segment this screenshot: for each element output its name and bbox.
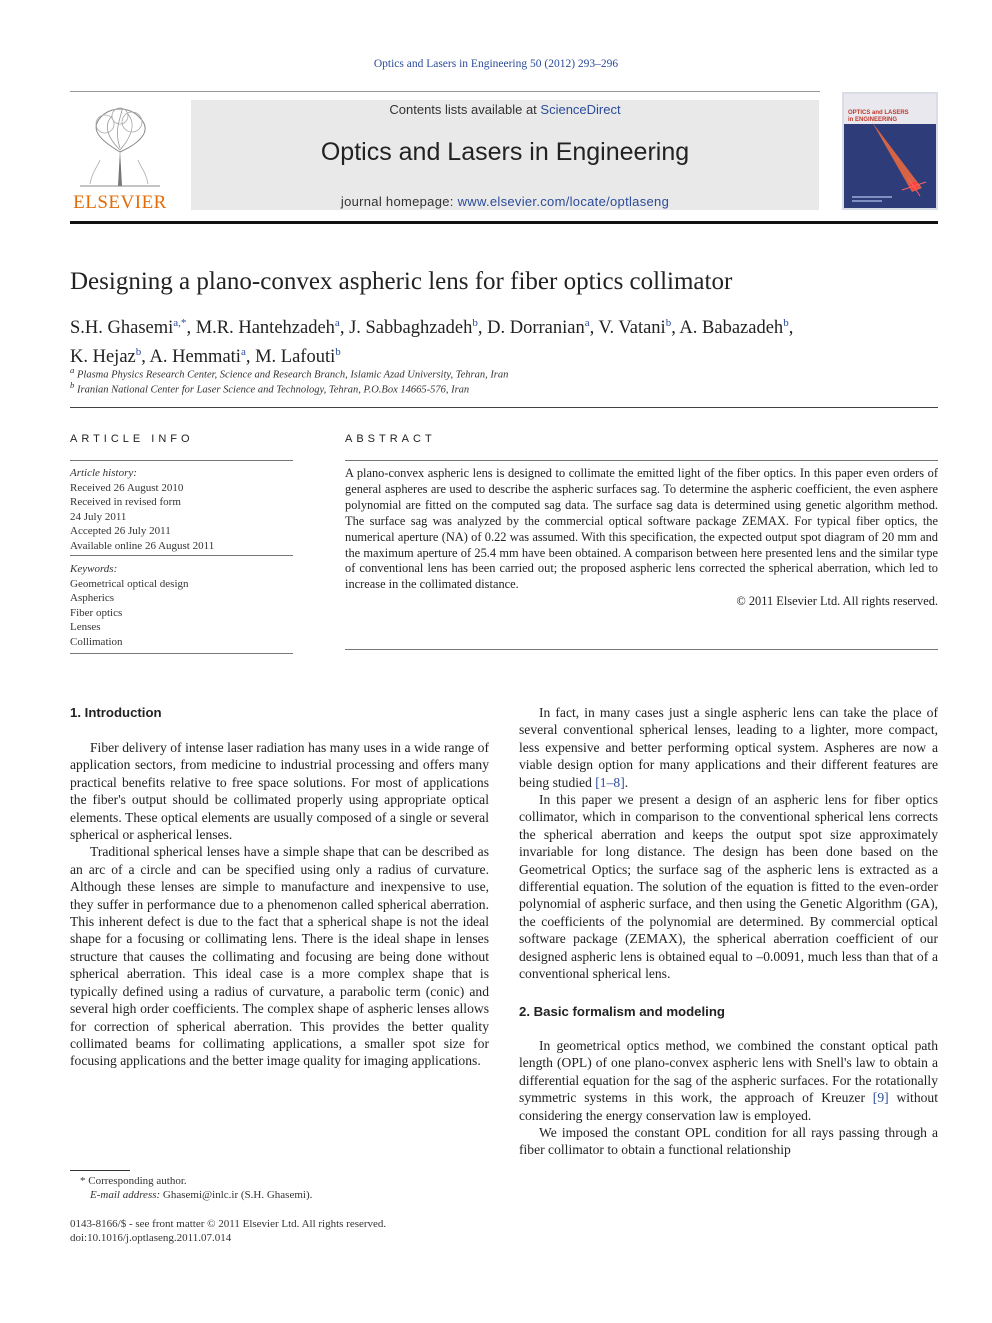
article-title: Designing a plano-convex aspheric lens for fiber optics collimator (70, 268, 733, 295)
paragraph-text: . (624, 774, 629, 790)
author-affiliation-marker[interactable]: a (584, 317, 590, 329)
left-column (70, 739, 489, 1070)
author-separator: , (245, 347, 256, 368)
article-info-rule-top (70, 460, 293, 461)
contents-prefix: Contents lists available at (389, 102, 541, 117)
article-info-rule-bottom (70, 653, 293, 654)
top-rule (70, 91, 820, 92)
history-item: Received 26 August 2010 (70, 481, 184, 494)
history-item: Received in revised form (70, 496, 181, 508)
abstract-rule-top (345, 460, 938, 461)
affiliation-text: Iranian National Center for Laser Science and Technology, Tehran, P.O.Box 14665-576, Iran (77, 384, 470, 396)
homepage-line (191, 194, 819, 209)
author-name[interactable]: D. Dorranian (487, 318, 585, 339)
author-separator: , (671, 318, 680, 339)
footnote-rule (70, 1170, 130, 1171)
elsevier-wordmark: ELSEVIER (73, 192, 167, 213)
author-name[interactable]: M.R. Hantehzadeh (195, 318, 335, 339)
history-item: Available online 26 August 2011 (70, 539, 215, 552)
abstract (345, 466, 938, 610)
paragraph: In this paper we present a design of an aspheric lens for fiber optics collimator, which in comparison to the conventional spherical lens corrects the spherical aberration and keeps the output spot size approximately invariable for long distance. The design has been done based on the Geometrical Optics; the surface sag of the aspheric lens is extracted as a differential equation. The solution of the equation is fitted to the even-order polynomial of aspheric surface, and then using the Genetic Algorithm (GA), the coefficients of the polynomial are determined. By commercial optical software package (ZEMAX), the spherical aberration coefficient of our designed aspheric lens is obtained equal to –0.0091, much less than that of a conventional spherical lens. (519, 792, 938, 982)
keyword: Aspherics (70, 592, 114, 604)
journal-cover-image[interactable] (842, 92, 938, 210)
author-name[interactable]: A. Babazadeh (679, 318, 784, 339)
right-column (519, 704, 938, 1159)
paragraph: Fiber delivery of intense laser radiation has many uses in a wide range of application sectors, from medicine to industrial processing and offers many practical benefits relative to free space solutions. For most of applications the fiber's output should be collimated properly using appropriate optical elements. These optical elements are usually composed of a single or several spherical or aspherical lenses. (70, 740, 489, 843)
author-affiliation-marker[interactable]: a,* (173, 317, 187, 329)
author-separator: , (186, 318, 196, 339)
author-separator: , (788, 318, 794, 339)
paragraph: We imposed the constant OPL condition for all rays passing through a fiber collimator to obtain a functional relationship (519, 1124, 938, 1158)
author-list (70, 311, 940, 369)
section-2-heading: 2. Basic formalism and modeling (519, 1003, 725, 1019)
cover-title-line2: in ENGINEERING (848, 117, 898, 123)
cover-title-line1: OPTICS and LASERS (848, 110, 909, 116)
author-affiliation-marker[interactable]: a (334, 317, 340, 329)
author-affiliation-marker[interactable]: b (335, 346, 341, 359)
keyword: Lenses (70, 621, 101, 633)
email-address[interactable]: Ghasemi@inlc.ir (S.H. Ghasemi). (162, 1189, 313, 1201)
author-affiliation-marker[interactable]: a (240, 346, 246, 359)
affiliation-a (70, 365, 508, 381)
affiliation-divider (70, 407, 938, 408)
homepage-link[interactable]: www.elsevier.com/locate/optlaseng (457, 194, 670, 209)
author-affiliation-marker[interactable]: b (135, 346, 142, 359)
keyword: Collimation (70, 635, 123, 648)
cover-title (848, 110, 909, 124)
journal-title[interactable]: Optics and Lasers in Engineering (320, 138, 690, 166)
contents-line (191, 102, 819, 117)
author-name[interactable]: A. Hemmati (149, 347, 241, 368)
reference-link[interactable]: [1–8] (595, 774, 625, 790)
article-info-heading: ARTICLE INFO (70, 433, 194, 445)
issn-line: 0143-8166/$ - see front matter © 2011 Elsevier Ltd. All rights reserved. (70, 1218, 387, 1230)
history-item: Accepted 26 July 2011 (70, 525, 171, 537)
journal-header (191, 100, 819, 210)
homepage-prefix: journal homepage: (340, 194, 458, 209)
doi-line[interactable]: doi:10.1016/j.optlaseng.2011.07.014 (70, 1232, 232, 1244)
paragraph: Traditional spherical lenses have a simple shape that can be described as an arc of a circle and can be specified using only a radius of curvature. Although these lenses are simple to manufacture and inexpensive to use, they suffer in performance due to a phenomenon called spherical aberration. This inherent defect is due to the fact that a spherical shape is not the ideal shape for a focusing or collimating lens. There is the ideal shape in lenses structure that causes the collimating and focusing are being done without spherical aberration. This ideal case is a more complex shape that is typically defined using a radius of curvature, a parabolic term (conic) and several high order coefficients. The complex shape of aspheric lenses allows for correction of spherical aberration. This provides the better quality collimated beams for collimating applications, a smaller spot size for focusing applications and the better image quality for imaging applications. (70, 844, 489, 1069)
author-separator: , (477, 318, 488, 339)
affiliation-marker: b (70, 380, 75, 390)
journal-citation[interactable]: Optics and Lasers in Engineering 50 (2012) 293–296 (373, 58, 619, 70)
author-affiliation-marker[interactable]: b (783, 317, 789, 329)
history-label: Article history: (70, 467, 137, 479)
history-item: 24 July 2011 (70, 510, 127, 523)
paragraph (519, 704, 938, 791)
header-divider (70, 221, 938, 224)
affiliation-b (70, 380, 469, 396)
author-separator: , (141, 347, 150, 368)
keyword: Fiber optics (70, 606, 123, 619)
reference-link[interactable]: [9] (872, 1090, 889, 1106)
section-1-heading: 1. Introduction (70, 705, 162, 720)
keyword: Geometrical optical design (70, 577, 189, 590)
author-name[interactable]: S.H. Ghasemi (70, 318, 174, 339)
paragraph (519, 1037, 938, 1124)
affiliation-text: Plasma Physics Research Center, Science and Research Branch, Islamic Azad University, Tehran, Iran (77, 369, 509, 381)
author-name[interactable]: V. Vatani (598, 318, 666, 339)
authors-line-1 (70, 311, 940, 340)
abstract-rule-bottom (345, 649, 938, 650)
author-name[interactable]: M. Lafouti (255, 347, 336, 368)
author-separator: , (339, 318, 350, 339)
elsevier-logo[interactable] (70, 100, 170, 212)
abstract-text: A plano-convex aspheric lens is designed to collimate the emitted light of the fiber optics. In this paper even orders of general aspheres are used to describe the aspheric surfaces sag. To determine the aspheric coefficient, the even asphere polynomial are fitted on the computed sag data. The surface sag data is determined using genetic algorithm method. The surface sag was analyzed by the commercial optical software package ZEMAX. For typical fiber optics, the numerical aperture (NA) of 0.22 was assumed. With this specification, the expected output spot diagram of 20 mm and the maximum aperture of 25.4 mm have been obtained. A comparison between here presented lens and the similar type of conventional lens has been carried out; the proposed aspheric lens corrected the spherical aberration, which led to increase in the collimated distance. (345, 466, 938, 592)
author-name[interactable]: K. Hejaz (70, 347, 136, 368)
author-name[interactable]: J. Sabbaghzadeh (349, 318, 473, 339)
email-label: E-mail address: (90, 1189, 163, 1201)
affiliation-marker: a (70, 365, 75, 375)
keywords-label: Keywords: (70, 563, 118, 575)
abstract-copyright: © 2011 Elsevier Ltd. All rights reserved. (736, 594, 938, 609)
author-affiliation-marker[interactable]: b (665, 317, 672, 329)
abstract-heading: ABSTRACT (345, 433, 436, 445)
email-note (90, 1189, 312, 1201)
paragraph-text: In fact, in many cases just a single aspheric lens can take the place of several conventional spherical lenses, leading to a lighter, more compact, less expensive and better performing optical system. Aspheres are now a viable design option for many applications and their different features are being studied (519, 705, 938, 790)
author-affiliation-marker[interactable]: b (472, 317, 478, 329)
article-info-rule-mid (70, 555, 293, 556)
paragraph-text: In geometrical optics method, we combined the constant optical path length (OPL) of one plano-convex aspheric lens with Snell's law to obtain a differential equation for the sag of the aspheric surfaces. For the rotationally symmetric systems in this work, the approach of Kreuzer (519, 1037, 938, 1106)
sciencedirect-link[interactable]: ScienceDirect (540, 102, 621, 117)
article-info (70, 466, 293, 654)
paragraph-text: without considering the energy conservation law is employed. (519, 1090, 939, 1123)
corresponding-author-note: * Corresponding author. (80, 1175, 187, 1187)
author-separator: , (589, 318, 599, 339)
